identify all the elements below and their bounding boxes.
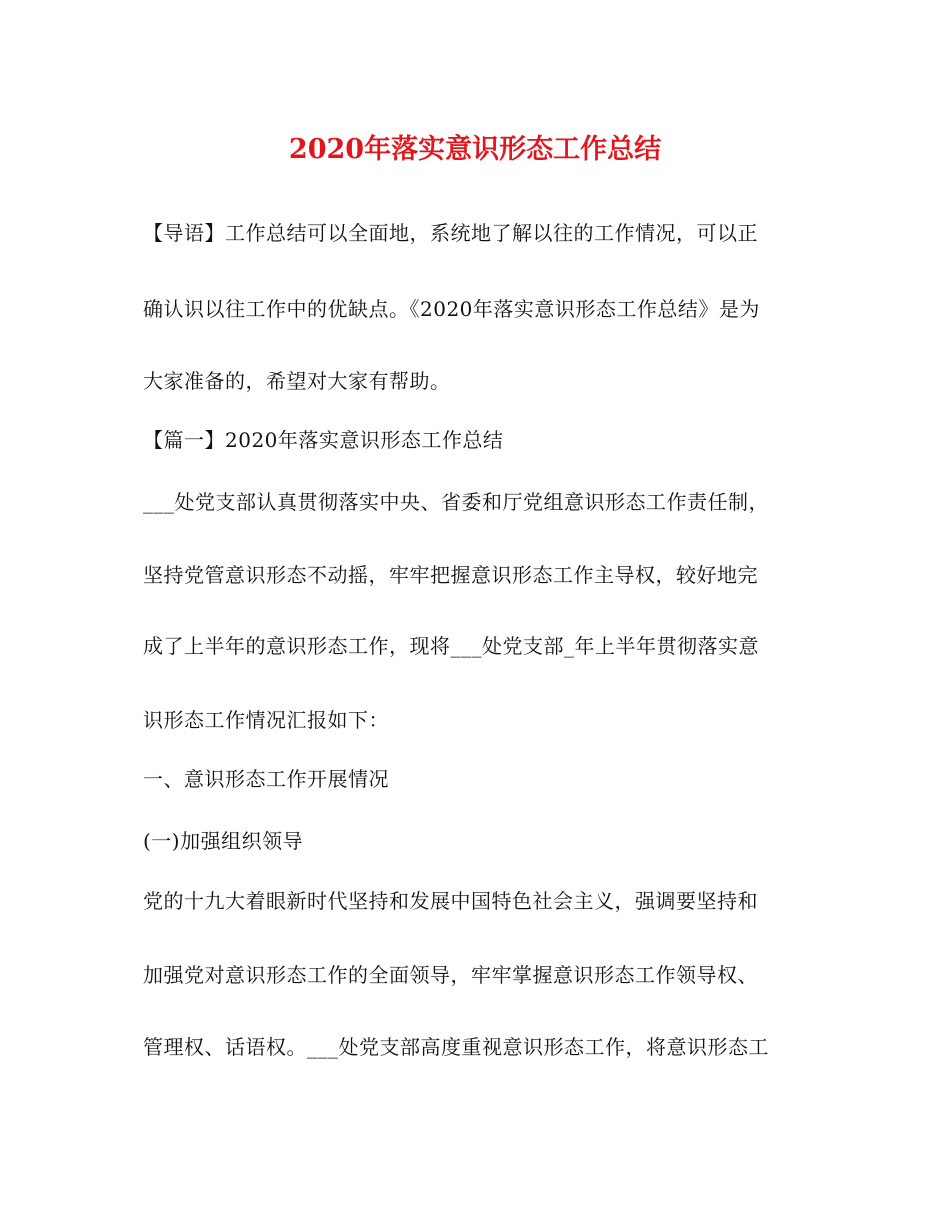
text-line: (一)加强组织领导 [143,829,304,853]
text-line: 成了上半年的意识形态工作，现将___处党支部_年上半年贯彻落实意 [143,634,759,658]
text-line: 大家准备的，希望对大家有帮助。 [143,369,451,393]
text-line: 加强党对意识形态工作的全面领导，牢牢掌握意识形态工作领导权、 [143,963,758,987]
text-line: 【导语】工作总结可以全面地，系统地了解以往的工作情况，可以正 [143,221,758,245]
text-line: 【篇一】2020年落实意识形态工作总结 [143,428,504,452]
text-line: ___处党支部认真贯彻落实中央、省委和厅党组意识形态工作责任制， [143,490,769,514]
text-line: 一、意识形态工作开展情况 [143,767,389,791]
text-line: 党的十九大着眼新时代坚持和发展中国特色社会主义，强调要坚持和 [143,889,758,913]
text-line: 管理权、话语权。___处党支部高度重视意识形态工作，将意识形态工 [143,1035,769,1059]
document-title: 2020年落实意识形态工作总结 [288,134,662,165]
text-line: 坚持党管意识形态不动摇，牢牢把握意识形态工作主导权，较好地完 [143,563,758,587]
text-line: 识形态工作情况汇报如下： [143,708,389,732]
text-line: 确认识以往工作中的优缺点。《2020年落实意识形态工作总结》是为 [143,297,760,321]
